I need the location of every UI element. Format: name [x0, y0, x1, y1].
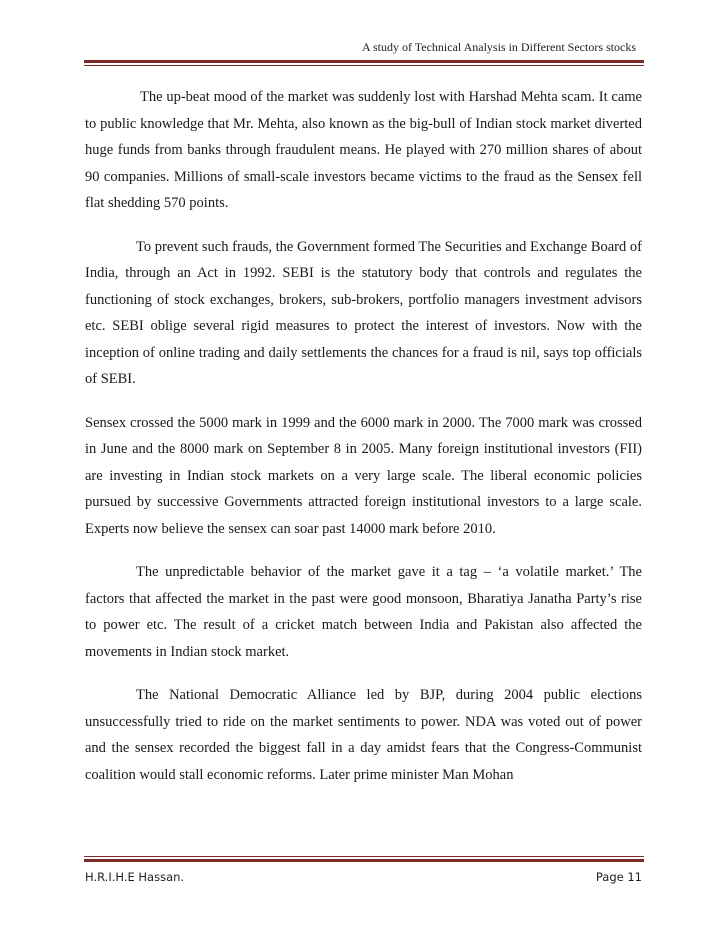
- header-rule-thin: [84, 65, 644, 66]
- footer-rule-thick: [84, 859, 644, 862]
- paragraph-sensex-milestones: Sensex crossed the 5000 mark in 1999 and the 6000 mark in 2000. The 7000 mark was crossed in June and the 8000 mark on September 8 in 2005. Many foreign institutional investors (FII) are investing in Indian stock markets on a very large scale. The liberal economic policies pursued by successive Governments attracted foreign institutional investors to a large scale. Experts now believe the sensex can soar past 14000 mark before 2010.: [85, 414, 642, 537]
- header-rule-thick: [84, 60, 644, 63]
- paragraph-nda-elections: The National Democratic Alliance led by BJP, during 2004 public elections unsuccessfully tried to ride on the market sentiments to power. NDA was voted out of power and the sensex recorded the biggest fall in a day amidst fears that the Congress-Communist coalition would stall economic reforms. Later prime minister Man Mohan: [85, 687, 642, 783]
- paragraph-volatile-market: The unpredictable behavior of the market gave it a tag – ‘a volatile market.’ The factors that affected the market in the past were good monsoon, Bharatiya Janatha Party’s rise to power etc. The result of a cricket match between India and Pakistan also affected the movements in Indian stock market.: [85, 564, 642, 660]
- running-header-title: A study of Technical Analysis in Different Sectors stocks: [361, 40, 636, 54]
- footer-author: H.R.I.H.E Hassan.: [85, 870, 185, 884]
- paragraph-harshad-mehta-scam: The up-beat mood of the market was suddenly lost with Harshad Mehta scam. It came to public knowledge that Mr. Mehta, also known as the big-bull of Indian stock market diverted huge funds from banks through fraudulent means. He played with 270 million shares of about 90 companies. Millions of small-scale investors became victims to the fraud as the Sensex fell flat shedding 570 points.: [85, 89, 642, 211]
- footer-rule-thin: [84, 856, 644, 857]
- footer-page-number: Page 11: [595, 870, 642, 884]
- paragraph-sebi-formation: To prevent such frauds, the Government formed The Securities and Exchange Board of India, through an Act in 1992. SEBI is the statutory body that controls and regulates the functioning of stock exchanges, brokers, sub-brokers, portfolio managers investment advisors etc. SEBI oblige several rigid measures to protect the interest of investors. Now with the inception of online trading and daily settlements the chances for a fraud is nil, says top officials of SEBI.: [85, 238, 642, 387]
- document-body: [85, 84, 642, 805]
